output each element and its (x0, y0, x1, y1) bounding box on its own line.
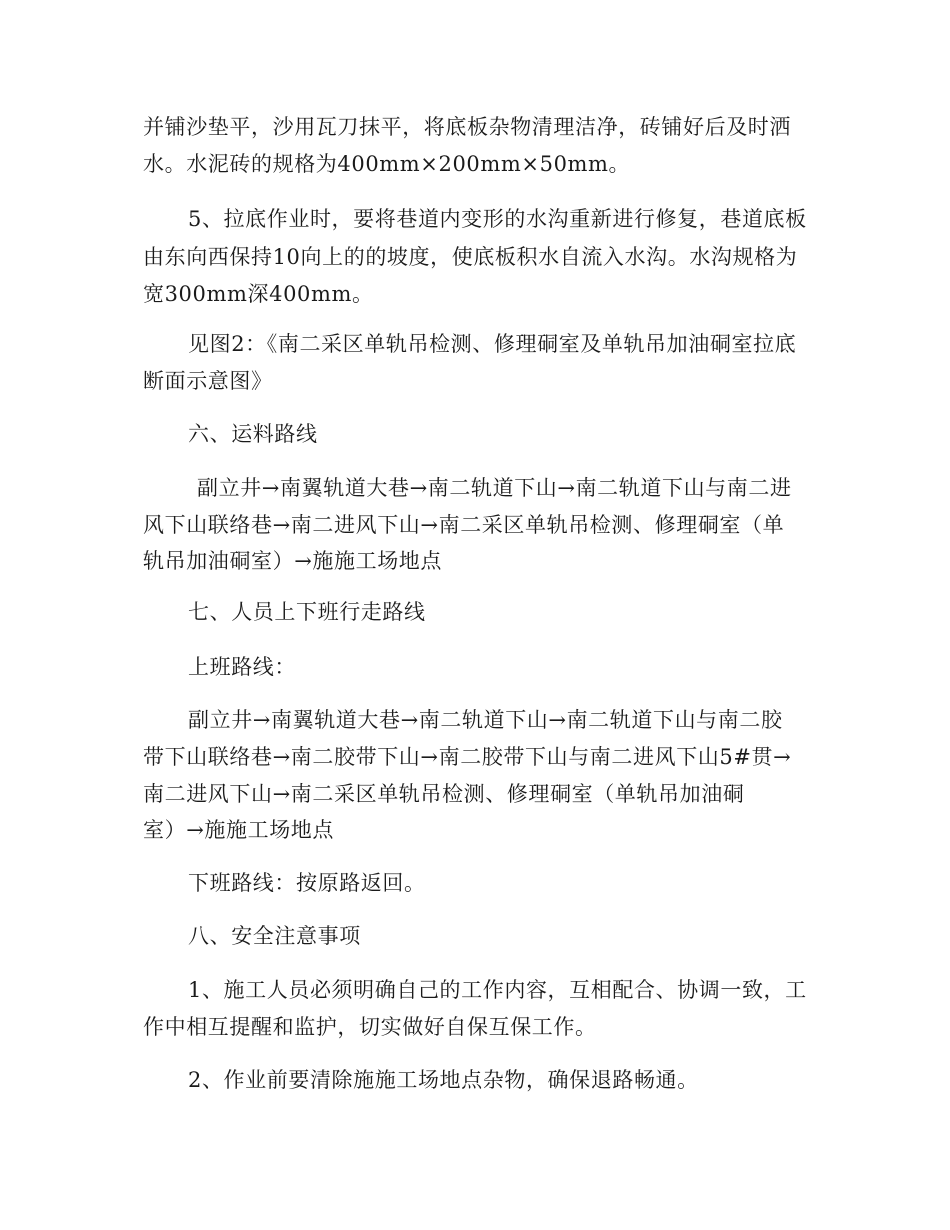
text-line: 断面示意图》 (143, 369, 273, 393)
text-line: 上班路线： (188, 655, 296, 679)
text-line: 副立井→南翼轨道大巷→南二轨道下山→南二轨道下山与南二进 (197, 476, 792, 500)
text-line: 宽300mm深400mm。 (143, 282, 374, 306)
text-line: 并铺沙垫平，沙用瓦刀抹平，将底板杂物清理洁净，砖铺好后及时洒 (143, 115, 791, 139)
text-line: 由东向西保持10向上的的坡度，使底板积水自流入水沟。水沟规格为 (143, 245, 798, 269)
text-line: 5、拉底作业时，要将巷道内变形的水沟重新进行修复，巷道底板 (188, 207, 807, 231)
section-heading: 七、人员上下班行走路线 (188, 600, 426, 624)
text-line: 室）→施施工场地点 (143, 818, 334, 842)
section-heading: 六、运料路线 (188, 422, 318, 446)
text-line: 水。水泥砖的规格为400mm×200mm×50mm。 (143, 152, 631, 176)
text-line: 轨吊加油硐室）→施施工场地点 (143, 549, 442, 573)
text-line: 带下山联络巷→南二胶带下山→南二胶带下山与南二进风下山5#贯→ (143, 745, 792, 769)
text-line: 副立井→南翼轨道大巷→南二轨道下山→南二轨道下山与南二胶 (188, 708, 783, 732)
text-line: 作中相互提醒和监护，切实做好自保互保工作。 (143, 1015, 597, 1039)
text-line: 下班路线：按原路返回。 (188, 871, 426, 895)
text-line: 风下山联络巷→南二进风下山→南二采区单轨吊检测、修理硐室（单 (143, 513, 785, 537)
text-line: 2、作业前要清除施施工场地点杂物，确保退路畅通。 (188, 1068, 699, 1092)
text-line: 1、施工人员必须明确自己的工作内容，互相配合、协调一致，工 (188, 978, 807, 1002)
section-heading: 八、安全注意事项 (188, 924, 361, 948)
text-line: 南二进风下山→南二采区单轨吊检测、修理硐室（单轨吊加油硐 (143, 782, 745, 806)
text-line: 见图2：《南二采区单轨吊检测、修理硐室及单轨吊加油硐室拉底 (188, 332, 797, 356)
